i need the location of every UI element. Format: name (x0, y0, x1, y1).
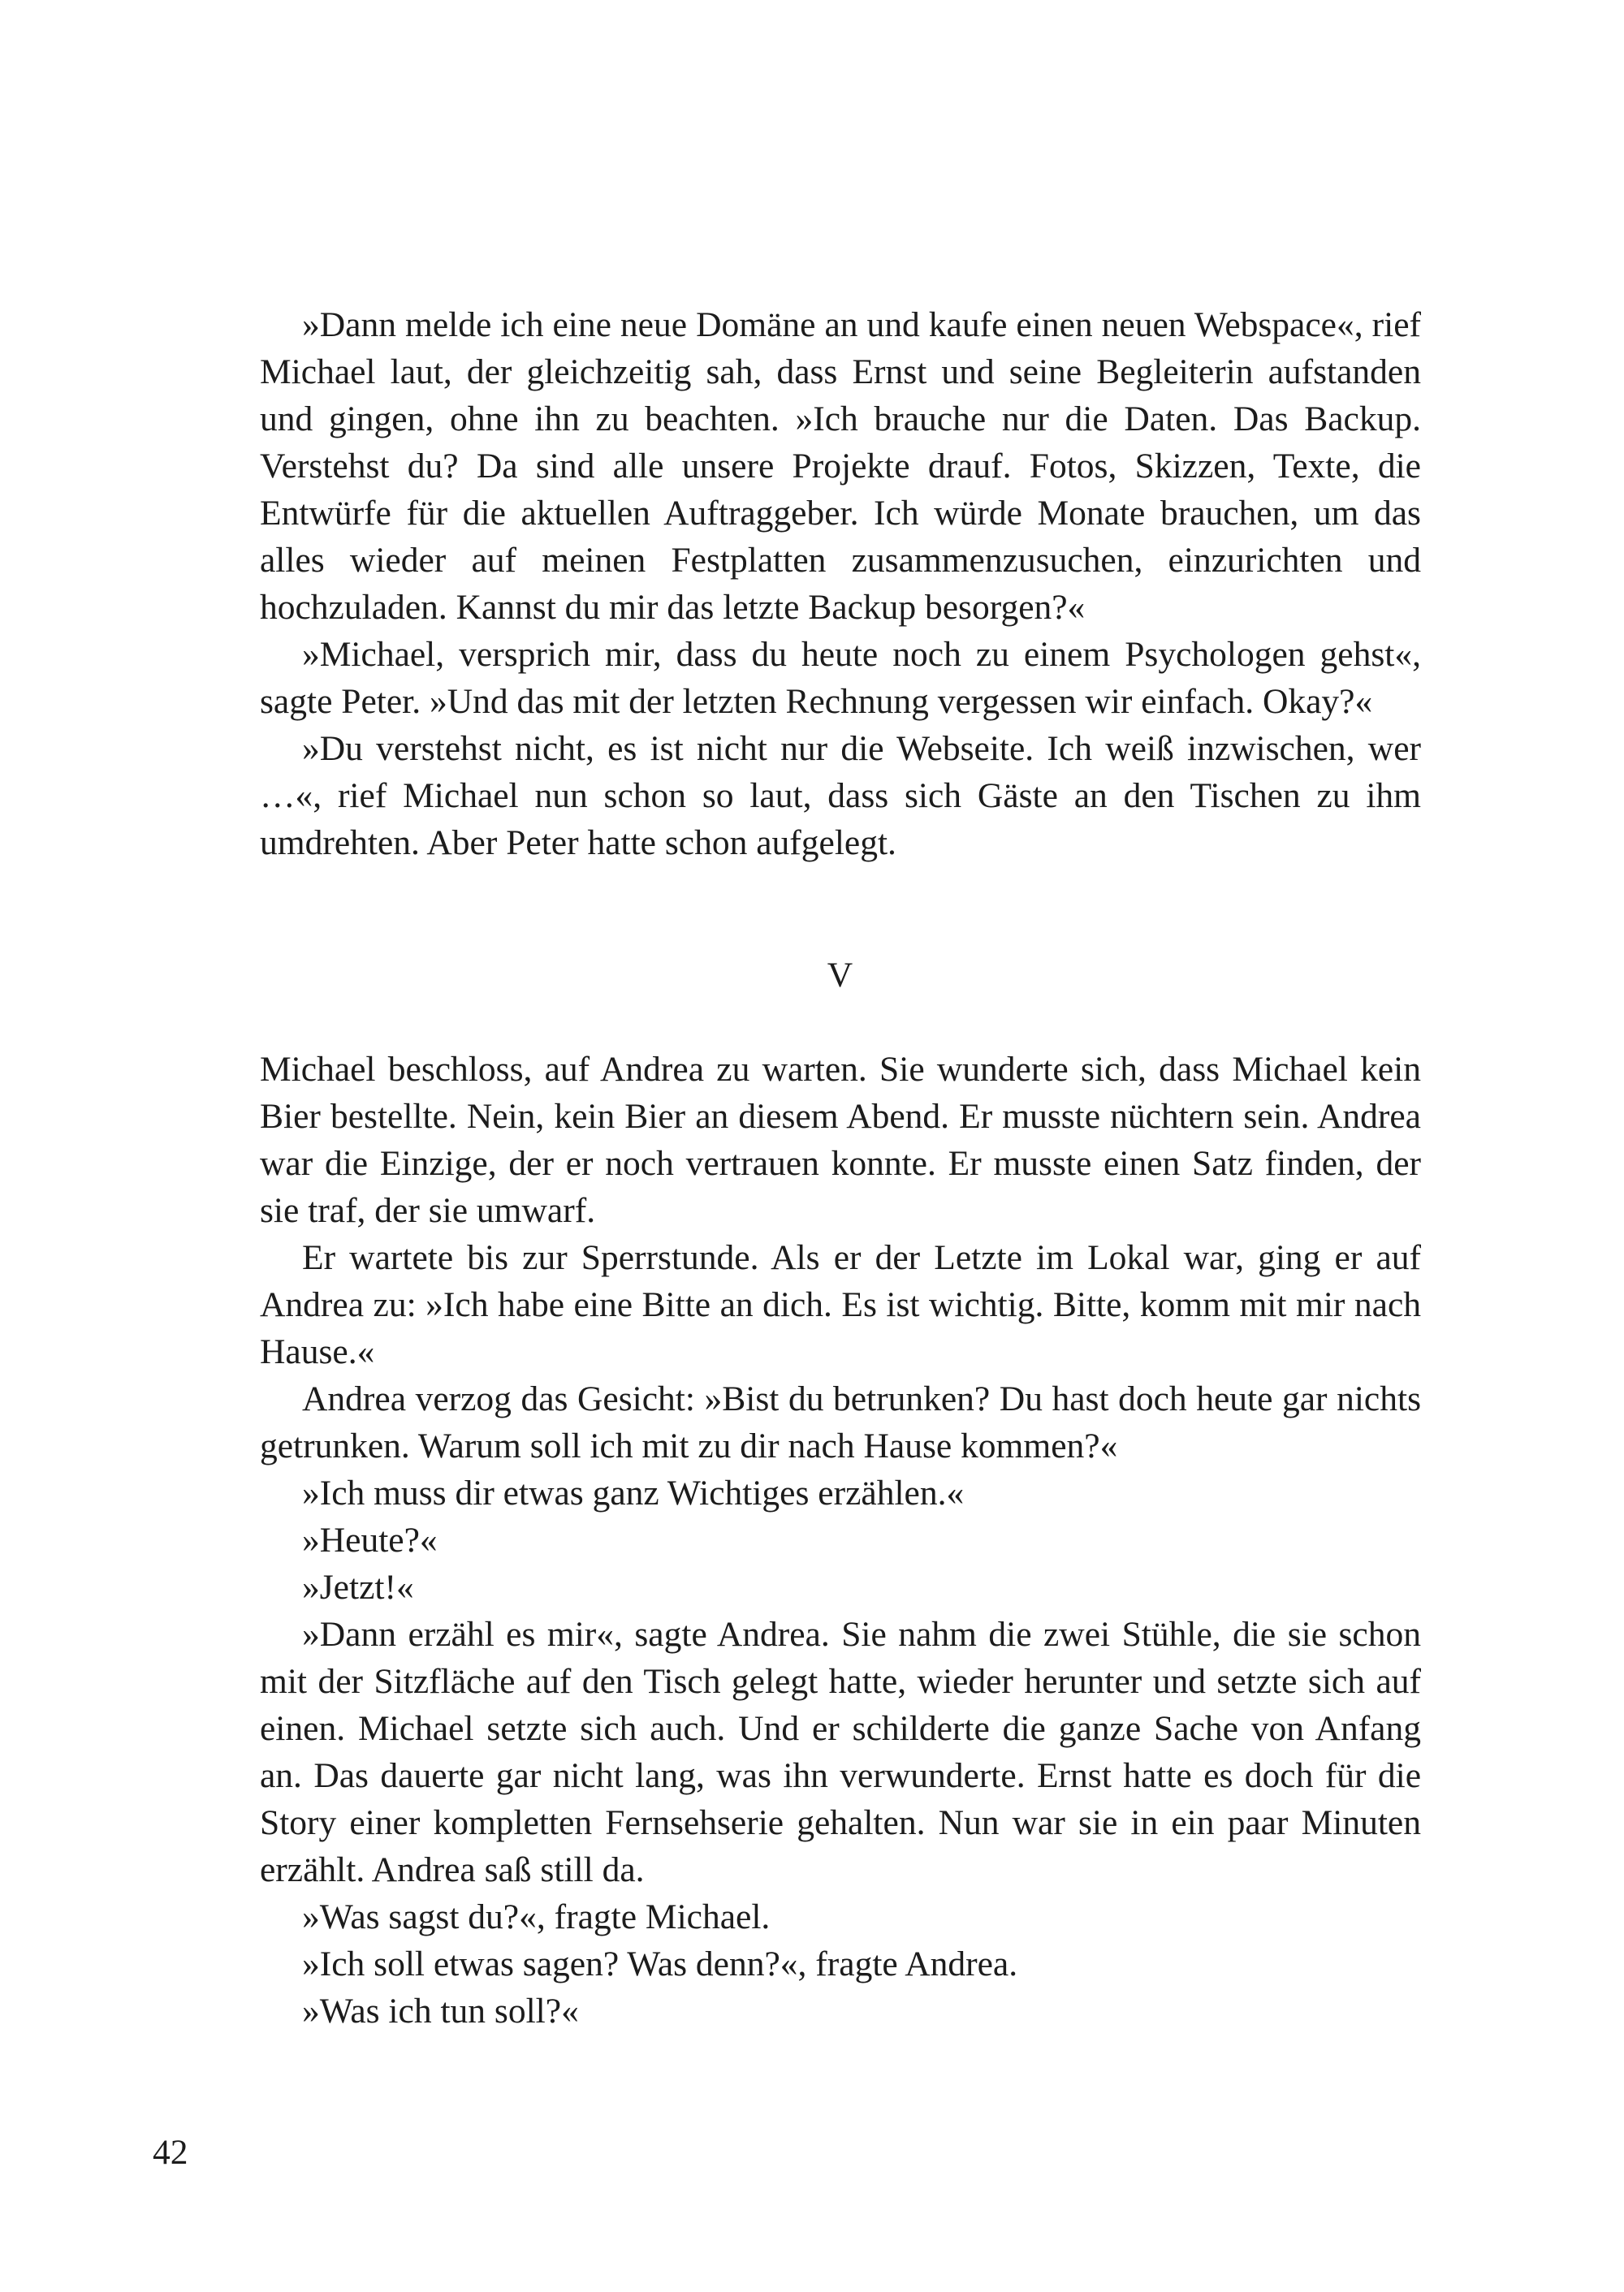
paragraph: »Ich soll etwas sagen? Was denn?«, fragte Andrea. (302, 1945, 1018, 1983)
paragraph: »Jetzt!« (302, 1568, 414, 1607)
paragraph: »Was sagst du?«, fragte Michael. (302, 1897, 771, 1936)
text-section-before-chapter (260, 301, 1421, 866)
chapter-heading: V (827, 956, 854, 995)
page-number: 42 (153, 2133, 188, 2172)
paragraph: »Du verstehst nicht, es ist nicht nur die Webseite. Ich weiß inzwischen, wer …«, rief Michael nun schon so laut, dass sich Gäste an den Tischen zu ihm umdrehten. Aber Peter hatte schon aufgelegt. (260, 729, 1421, 862)
paragraph: Michael beschloss, auf Andrea zu warten. Sie wunderte sich, dass Michael kein Bier bestellte. Nein, kein Bier an diesem Abend. Er musste nüchtern sein. Andrea war die Einzige, der er noch vertrauen konnte. Er musste einen Satz finden, der sie traf, der sie umwarf. (260, 1050, 1421, 1230)
paragraph: »Michael, versprich mir, dass du heute noch zu einem Psychologen gehst«, sagte Peter. »Und das mit der letzten Rechnung vergessen wir einfach. Okay?« (260, 635, 1421, 721)
text-section-after-chapter (260, 1046, 1421, 2035)
paragraph: »Was ich tun soll?« (302, 1992, 579, 2031)
paragraph: »Dann melde ich eine neue Domäne an und kaufe einen neuen Webspace«, rief Michael laut, der gleichzeitig sah, dass Ernst und seine Begleiterin aufstanden und gingen, ohne ihn zu beachten. »Ich brauche nur die Daten. Das Backup. Verstehst du? Da sind alle unsere Projekte drauf. Fotos, Skizzen, Texte, die Entwürfe für die aktuellen Auftraggeber. Ich würde Monate brauchen, um das alles wieder auf meinen Festplatten zusammenzusuchen, einzurichten und hochzuladen. Kannst du mir das letzte Backup besorgen?« (260, 305, 1421, 627)
paragraph: Andrea verzog das Gesicht: »Bist du betrunken? Du hast doch heute gar nichts getrunken. Warum soll ich mit zu dir nach Hause kommen?« (260, 1379, 1421, 1465)
paragraph: »Dann erzähl es mir«, sagte Andrea. Sie nahm die zwei Stühle, die sie schon mit der Sitzfläche auf den Tisch gelegt hatte, wieder herunter und setzte sich auf einen. Michael setzte sich auch. Und er schilderte die ganze Sache von Anfang an. Das dauerte gar nicht lang, was ihn verwunderte. Ernst hatte es doch für die Story einer kompletten Fernsehserie gehalten. Nun war sie in ein paar Minuten erzählt. Andrea saß still da. (260, 1615, 1421, 1889)
paragraph: »Heute?« (302, 1521, 438, 1560)
paragraph: Er wartete bis zur Sperrstunde. Als er der Letzte im Lokal war, ging er auf Andrea zu: »Ich habe eine Bitte an dich. Es ist wichtig. Bitte, komm mit mir nach Hause.« (260, 1238, 1421, 1371)
paragraph: »Ich muss dir etwas ganz Wichtiges erzählen.« (302, 1474, 965, 1513)
